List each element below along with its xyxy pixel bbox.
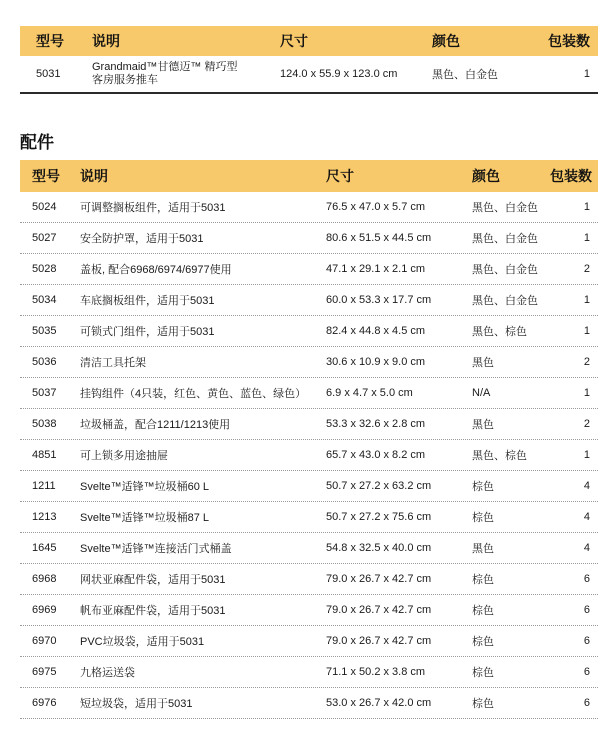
cell-size: 6.9 x 4.7 x 5.0 cm <box>326 387 413 399</box>
cell-pack: 4 <box>583 480 590 492</box>
table-row <box>20 657 598 688</box>
section-title-accessories: 配件 <box>20 133 54 152</box>
cell-description: 垃圾桶盖，配合1211/1213使用 <box>80 419 231 431</box>
cell-color: 棕色 <box>472 481 494 493</box>
cell-pack: 1 <box>583 68 590 80</box>
table-row <box>20 626 598 657</box>
cell-description: Svelte™适锋™连接活门式桶盖 <box>80 543 232 555</box>
cell-model: 5027 <box>32 232 57 244</box>
cell-pack: 6 <box>583 635 590 647</box>
cell-size: 79.0 x 26.7 x 42.7 cm <box>326 573 432 585</box>
cell-pack: 2 <box>583 418 590 430</box>
header-description: 说明 <box>80 168 108 184</box>
cell-model: 5036 <box>32 356 57 368</box>
cell-pack: 2 <box>583 356 590 368</box>
cell-size: 53.3 x 32.6 x 2.8 cm <box>326 418 426 430</box>
table-row <box>20 223 598 254</box>
table-row <box>20 347 598 378</box>
cell-model: 1211 <box>32 480 56 492</box>
cell-color: 黑色、白金色 <box>472 233 538 245</box>
table-row <box>20 471 598 502</box>
cell-pack: 1 <box>583 449 590 461</box>
cell-pack: 4 <box>583 542 590 554</box>
cell-description: 可锁式门组件，适用于5031 <box>80 326 215 338</box>
cell-color: N/A <box>472 387 491 399</box>
cell-model: 5031 <box>36 68 61 80</box>
cell-color: 黑色 <box>472 419 494 431</box>
cell-color: 棕色 <box>472 605 494 617</box>
cell-size: 60.0 x 53.3 x 17.7 cm <box>326 294 432 306</box>
cell-description: 帆布亚麻配件袋，适用于5031 <box>80 605 226 617</box>
cell-model: 4851 <box>32 449 57 461</box>
cell-color: 黑色、白金色 <box>472 295 538 307</box>
cell-description: 可上锁多用途抽屉 <box>80 450 168 462</box>
cell-pack: 6 <box>583 573 590 585</box>
cell-color: 黑色、白金色 <box>472 264 538 276</box>
cell-model: 5037 <box>32 387 57 399</box>
header-pack: 包装数 <box>550 168 592 184</box>
cell-pack: 6 <box>583 666 590 678</box>
cell-size: 71.1 x 50.2 x 3.8 cm <box>326 666 426 678</box>
cell-size: 76.5 x 47.0 x 5.7 cm <box>326 201 426 213</box>
cell-model: 6970 <box>32 635 57 647</box>
header-pack: 包装数 <box>548 33 590 49</box>
cell-description: 短垃圾袋，适用于5031 <box>80 698 193 710</box>
cell-description <box>92 61 280 87</box>
cell-size: 79.0 x 26.7 x 42.7 cm <box>326 604 432 616</box>
table-row <box>20 409 598 440</box>
cell-color: 棕色 <box>472 636 494 648</box>
main-product-table <box>20 26 598 94</box>
table-row <box>20 440 598 471</box>
cell-description: Svelte™适锋™垃圾桶87 L <box>80 512 209 524</box>
cell-description: 安全防护罩，适用于5031 <box>80 233 204 245</box>
cell-pack: 4 <box>583 511 590 523</box>
description-line-2: 客房服务推车 <box>92 74 158 86</box>
cell-model: 6975 <box>32 666 57 678</box>
cell-color: 棕色 <box>472 698 494 710</box>
cell-size: 82.4 x 44.8 x 4.5 cm <box>326 325 426 337</box>
table-row <box>20 285 598 316</box>
header-color: 颜色 <box>432 33 460 49</box>
cell-description: 车底搁板组件，适用于5031 <box>80 295 215 307</box>
cell-description: Svelte™适锋™垃圾桶60 L <box>80 481 209 493</box>
cell-description: 清洁工具托架 <box>80 357 146 369</box>
header-size: 尺寸 <box>326 168 354 184</box>
cell-size: 54.8 x 32.5 x 40.0 cm <box>326 542 432 554</box>
cell-description: 可调整搁板组件，适用于5031 <box>80 202 226 214</box>
header-model: 型号 <box>32 168 60 184</box>
cell-model: 6976 <box>32 697 57 709</box>
cell-description: 网状亚麻配件袋，适用于5031 <box>80 574 226 586</box>
cell-size: 80.6 x 51.5 x 44.5 cm <box>326 232 432 244</box>
table-row <box>20 254 598 285</box>
cell-description: PVC垃圾袋，适用于5031 <box>80 636 205 648</box>
cell-color: 棕色 <box>472 667 494 679</box>
cell-pack: 1 <box>583 325 590 337</box>
cell-size: 50.7 x 27.2 x 75.6 cm <box>326 511 432 523</box>
cell-color: 黑色 <box>472 543 494 555</box>
main-table-header <box>20 26 598 56</box>
cell-model: 5034 <box>32 294 57 306</box>
header-size: 尺寸 <box>280 33 308 49</box>
accessories-table-header <box>20 160 598 192</box>
table-row <box>20 595 598 626</box>
cell-color: 黑色 <box>472 357 494 369</box>
table-row <box>20 533 598 564</box>
cell-size: 50.7 x 27.2 x 63.2 cm <box>326 480 432 492</box>
table-row <box>20 316 598 347</box>
cell-description: 九格运送袋 <box>80 667 135 679</box>
cell-pack: 6 <box>583 697 590 709</box>
cell-pack: 2 <box>583 263 590 275</box>
cell-color: 黑色、棕色 <box>472 450 527 462</box>
cell-model: 6968 <box>32 573 57 585</box>
cell-color: 黑色、白金色 <box>432 69 498 81</box>
cell-model: 6969 <box>32 604 57 616</box>
header-model: 型号 <box>36 33 64 49</box>
cell-pack: 1 <box>583 294 590 306</box>
cell-model: 5024 <box>32 201 57 213</box>
cell-color: 棕色 <box>472 574 494 586</box>
cell-model: 5028 <box>32 263 57 275</box>
accessories-table <box>20 160 598 719</box>
cell-model: 1645 <box>32 542 57 554</box>
table-row <box>20 564 598 595</box>
cell-size: 65.7 x 43.0 x 8.2 cm <box>326 449 426 461</box>
cell-color: 黑色、白金色 <box>472 202 538 214</box>
table-row <box>20 688 598 719</box>
cell-size: 79.0 x 26.7 x 42.7 cm <box>326 635 432 647</box>
cell-size: 53.0 x 26.7 x 42.0 cm <box>326 697 432 709</box>
cell-pack: 1 <box>583 232 590 244</box>
header-description: 说明 <box>92 33 120 49</box>
cell-size: 30.6 x 10.9 x 9.0 cm <box>326 356 426 368</box>
accessories-rows <box>20 192 598 719</box>
table-row <box>20 378 598 409</box>
cell-model: 5038 <box>32 418 57 430</box>
table-row <box>20 192 598 223</box>
cell-pack: 6 <box>583 604 590 616</box>
description-line-1: Grandmaid™甘德迈™ 精巧型 <box>92 61 238 73</box>
cell-description: 挂钩组件（4只装，红色、黄色、蓝色、绿色） <box>80 388 307 400</box>
cell-size: 124.0 x 55.9 x 123.0 cm <box>280 68 398 80</box>
cell-model: 1213 <box>32 511 57 523</box>
cell-pack: 1 <box>583 387 590 399</box>
main-product-row <box>20 56 598 94</box>
table-row <box>20 502 598 533</box>
cell-color: 黑色、棕色 <box>472 326 527 338</box>
cell-color: 棕色 <box>472 512 494 524</box>
cell-description: 盖板, 配合6968/6974/6977使用 <box>80 264 232 276</box>
header-color: 颜色 <box>472 168 500 184</box>
cell-pack: 1 <box>583 201 590 213</box>
cell-size: 47.1 x 29.1 x 2.1 cm <box>326 263 426 275</box>
cell-model: 5035 <box>32 325 57 337</box>
